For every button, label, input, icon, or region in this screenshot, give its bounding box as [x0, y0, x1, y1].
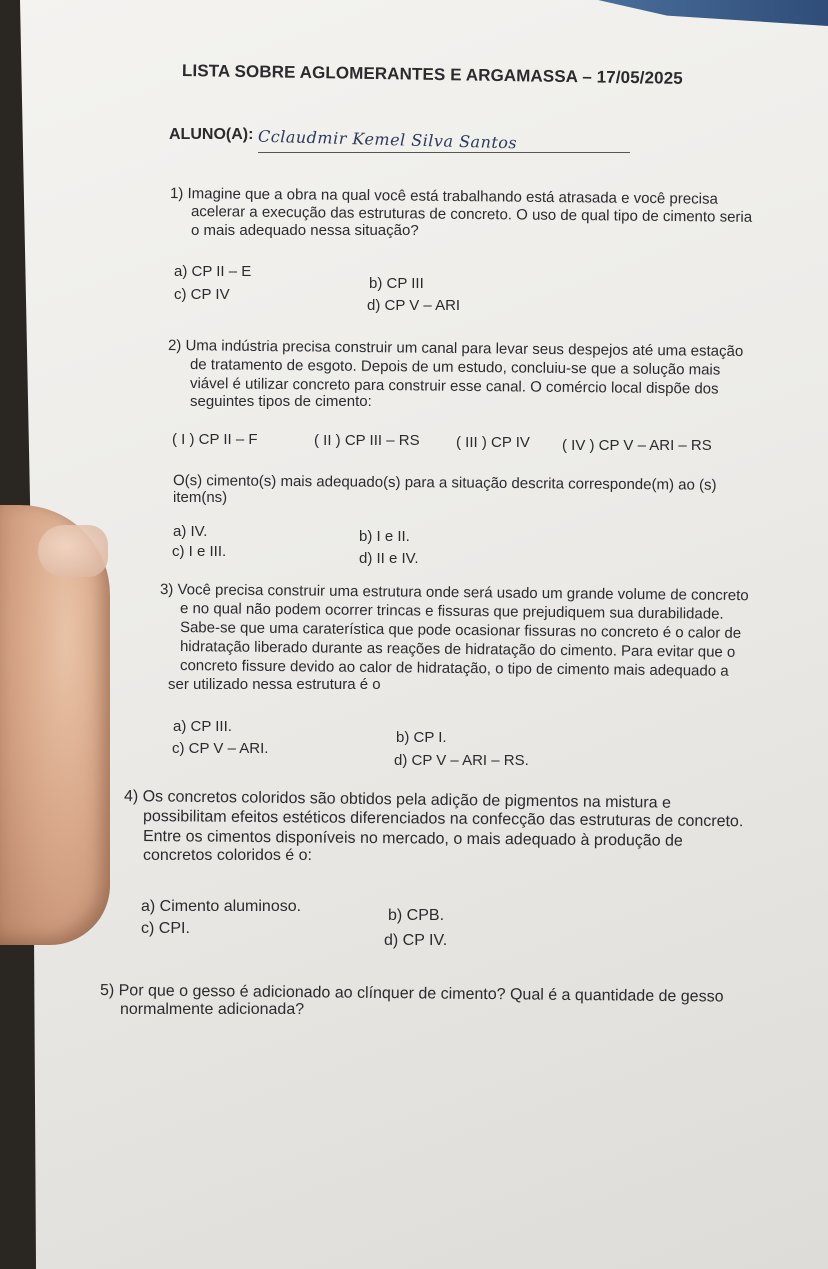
- q3-line-3: Sabe-se que uma caraterística que pode ocasionar fissuras no concreto é o calor de: [179, 619, 742, 642]
- q3-line-6: ser utilizado nessa estrutura é o: [168, 676, 381, 693]
- q2-prompt-2: item(ns): [173, 489, 228, 506]
- q2-line-4: seguintes tipos de cimento:: [190, 393, 372, 410]
- q5-line-1: 5) Por que o gesso é adicionado ao clínquer de cimento? Qual é a quantidade de gesso: [99, 982, 724, 1006]
- q2-prompt-1: O(s) cimento(s) mais adequado(s) para a situação descrita corresponde(m) ao (s): [172, 472, 717, 494]
- q2-type-2: ( II ) CP III – RS: [314, 432, 420, 449]
- q3-option-b: b) CP I.: [396, 729, 447, 746]
- q1-option-b: b) CP III: [369, 275, 424, 292]
- q2-line-2: de tratamento de esgoto. Depois de um estudo, concluiu-se que a solução mais: [189, 356, 721, 379]
- q3-line-2: e no qual não podem ocorrer trincas e fissuras que prejudiquem sua durabilidade.: [179, 600, 724, 623]
- page-title: LISTA SOBRE AGLOMERANTES E ARGAMASSA – 17/05/2025: [181, 61, 683, 88]
- q2-option-c: c) I e III.: [172, 543, 227, 560]
- q1-option-d: d) CP V – ARI: [367, 297, 461, 314]
- q4-option-c: c) CPI.: [141, 920, 190, 937]
- q4-line-4: concretos coloridos é o:: [143, 847, 312, 864]
- q2-type-3: ( III ) CP IV: [456, 434, 530, 451]
- q1-option-a: a) CP II – E: [174, 263, 252, 280]
- name-underline: [258, 152, 630, 153]
- q2-line-3: viável é utilizar concreto para construir esse canal. O comércio local dispõe dos: [189, 375, 719, 398]
- q4-option-b: b) CPB.: [388, 907, 445, 924]
- q2-option-b: b) I e II.: [359, 528, 410, 545]
- q4-line-2: possibilitam efeitos estéticos diferenciados na confecção das estruturas de concreto.: [142, 808, 744, 831]
- q3-line-4: hidratação liberado durante as reações de hidratação do cimento. Para evitar que o: [179, 638, 736, 661]
- q3-option-a: a) CP III.: [173, 718, 232, 735]
- q1-option-c: c) CP IV: [174, 286, 230, 303]
- q2-type-1: ( I ) CP II – F: [172, 431, 258, 448]
- q5-line-2: normalmente adicionada?: [120, 1001, 305, 1018]
- student-name-handwritten: Cclaudmir Kemel Silva Santos: [257, 126, 518, 153]
- q3-option-c: c) CP V – ARI.: [172, 740, 269, 757]
- q2-option-a: a) IV.: [173, 523, 208, 540]
- q1-line-2: acelerar a execução das estruturas de concreto. O uso de qual tipo de cimento seria: [190, 203, 753, 226]
- thumb-nail: [38, 525, 108, 577]
- q3-line-1: 3) Você precisa construir uma estrutura onde será usado um grande volume de concreto: [159, 581, 749, 605]
- q4-option-d: d) CP IV.: [384, 932, 448, 949]
- q1-line-3: o mais adequado nessa situação?: [191, 222, 419, 239]
- q3-option-d: d) CP V – ARI – RS.: [394, 752, 529, 769]
- student-label: ALUNO(A):: [169, 126, 254, 143]
- q2-option-d: d) II e IV.: [359, 550, 419, 567]
- q2-line-1: 2) Uma indústria precisa construir um canal para levar seus despejos até uma estação: [167, 337, 744, 361]
- q4-option-a: a) Cimento aluminoso.: [141, 898, 302, 915]
- q4-line-3: Entre os cimentos disponíveis no mercado, o mais adequado à produção de: [142, 828, 683, 850]
- q2-type-4: ( IV ) CP V – ARI – RS: [562, 437, 712, 454]
- q3-line-5: concreto fissure devido ao calor de hidratação, o tipo de cimento mais adequado a: [179, 657, 729, 680]
- q1-line-1: 1) Imagine que a obra na qual você está trabalhando está atrasada e você precisa: [169, 185, 718, 208]
- q4-line-1: 4) Os concretos coloridos são obtidos pela adição de pigmentos na mistura e: [123, 788, 672, 812]
